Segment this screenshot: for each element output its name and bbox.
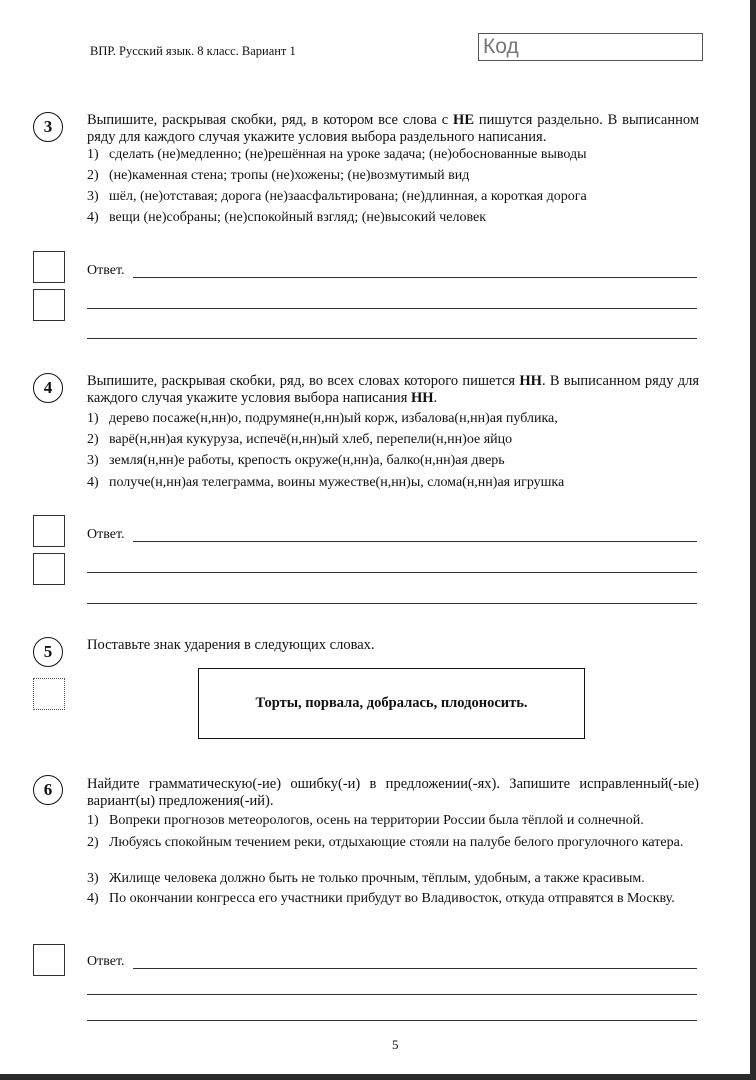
question-3-text-body: Выпишите, раскрывая скобки, ряд, в котором все слова с НЕ пишутся раздельно. В выписанном ряду для каждого случая укажите условия выбора раздельного написания. bbox=[87, 112, 699, 145]
question-4-text bbox=[87, 373, 699, 406]
answer-label: Ответ. bbox=[87, 527, 125, 542]
answer-line[interactable] bbox=[133, 541, 697, 542]
answer-line[interactable] bbox=[133, 968, 697, 969]
page-number: 5 bbox=[392, 1037, 399, 1052]
page-edge-right bbox=[750, 0, 756, 1080]
question-6-option-1: 1) Вопреки прогнозов метеорологов, осень на территории России была тёплой и солнечной. bbox=[87, 813, 644, 828]
question-6-option-4: 4) По окончании конгресса его участники прибудут во Владивосток, откуда отправятся в Москву. bbox=[87, 891, 675, 906]
answer-line[interactable] bbox=[87, 1020, 697, 1021]
question-3-option-1: 1) сделать (не)медленно; (не)решённая на уроке задача; (не)обоснованные выводы bbox=[87, 147, 587, 162]
question-3-option-3: 3) шёл, (не)отставая; дорога (не)заасфальтирована; (не)длинная, а короткая дорога bbox=[87, 189, 587, 204]
question-6-text: Найдите грамматическую(-ие) ошибку(-и) в предложении(-ях). Запишите исправленный(-ые) вариант(ы) предложения(-ий). bbox=[87, 776, 699, 809]
answer-line[interactable] bbox=[87, 338, 697, 339]
question-6-option-2: 2) Любуясь спокойным течением реки, отдыхающие стояли на палубе белого прогулочного катера. bbox=[87, 835, 684, 850]
question-6-number: 6 bbox=[33, 775, 63, 805]
question-6-option-3: 3) Жилище человека должно быть не только прочным, тёплым, удобным, а также красивым. bbox=[87, 871, 645, 886]
header-title: ВПР. Русский язык. 8 класс. Вариант 1 bbox=[90, 44, 296, 58]
stress-words-box: Торты, порвала, добралась, плодоносить. bbox=[198, 668, 585, 739]
answer-line[interactable] bbox=[87, 572, 697, 573]
question-3-number: 3 bbox=[33, 112, 63, 142]
score-box[interactable] bbox=[33, 944, 65, 976]
question-5-number: 5 bbox=[33, 637, 63, 667]
page-edge-bottom bbox=[0, 1074, 756, 1080]
answer-line[interactable] bbox=[87, 603, 697, 604]
question-3-option-4: 4) вещи (не)собраны; (не)спокойный взгляд; (не)высокий человек bbox=[87, 210, 487, 225]
code-field[interactable]: Код bbox=[478, 33, 703, 61]
answer-label: Ответ. bbox=[87, 954, 125, 969]
score-box[interactable] bbox=[33, 553, 65, 585]
score-box[interactable] bbox=[33, 289, 65, 321]
question-3-text bbox=[87, 112, 699, 145]
question-4-option-2: 2) варё(н,нн)ая кукуруза, испечё(н,нн)ый хлеб, перепели(н,нн)ое яйцо bbox=[87, 432, 513, 447]
question-5-text: Поставьте знак ударения в следующих словах. bbox=[87, 637, 375, 653]
score-box[interactable] bbox=[33, 678, 65, 710]
score-box[interactable] bbox=[33, 251, 65, 283]
answer-line[interactable] bbox=[87, 308, 697, 309]
question-4-option-4: 4) получе(н,нн)ая телеграмма, воины мужестве(н,нн)ы, слома(н,нн)ая игрушка bbox=[87, 475, 565, 490]
question-4-option-3: 3) земля(н,нн)е работы, крепость окруже(н,нн)а, балко(н,нн)ая дверь bbox=[87, 453, 505, 468]
question-4-number: 4 bbox=[33, 373, 63, 403]
answer-line[interactable] bbox=[87, 994, 697, 995]
answer-line[interactable] bbox=[133, 277, 697, 278]
question-3-option-2: 2) (не)каменная стена; тропы (не)хожены; (не)возмутимый вид bbox=[87, 168, 470, 183]
question-4-option-1: 1) дерево посаже(н,нн)о, подрумяне(н,нн)ый корж, избалова(н,нн)ая публика, bbox=[87, 411, 558, 426]
answer-label: Ответ. bbox=[87, 263, 125, 278]
question-4-text-body: Выпишите, раскрывая скобки, ряд, во всех словах которого пишется НН. В выписанном ряду для каждого случая укажите условия выбора написания НН. bbox=[87, 373, 700, 406]
score-box[interactable] bbox=[33, 515, 65, 547]
